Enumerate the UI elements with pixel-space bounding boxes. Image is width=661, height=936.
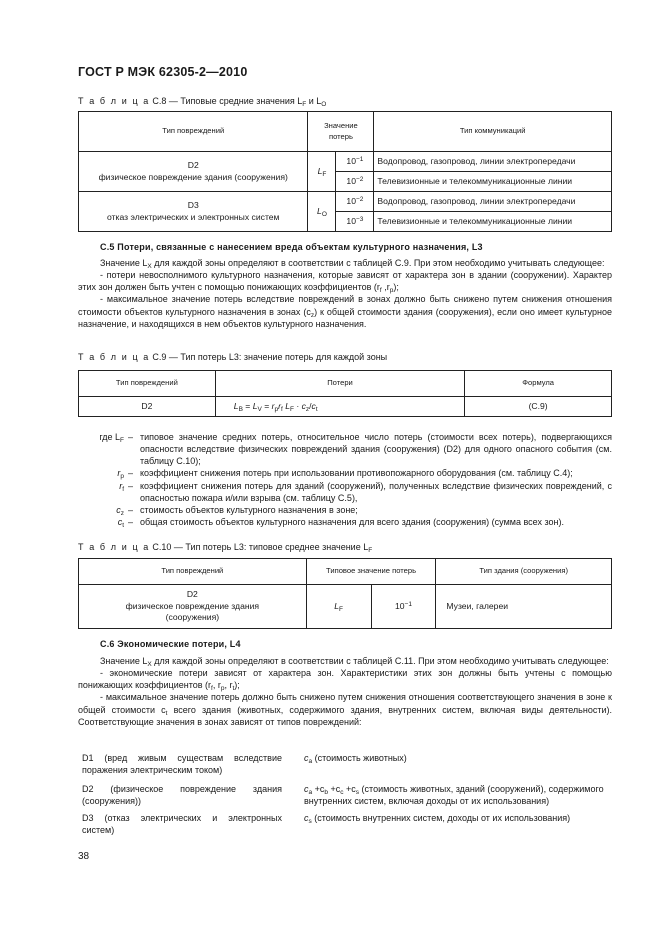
caption-sub: F: [302, 101, 307, 108]
sub: s: [308, 818, 312, 825]
header-typical-value: Типовое значение потерь: [306, 559, 436, 585]
table-row: [79, 192, 612, 212]
comm-cell: Водопровод, газопровод, линии электропередачи: [374, 192, 612, 212]
damage-text: отказ электрических и электронных систем: [107, 211, 280, 222]
text: - максимальное значение потерь вследствие повреждений в зонах должно быть снижено путем снижения отношения стоимости объектов культурного назначения в зонах (c: [78, 294, 612, 317]
header-building-type: Тип здания (сооружения): [436, 559, 612, 585]
sym: c: [117, 516, 123, 527]
def-text: коэффициент снижения потерь для зданий (сооружений), полученных вследствие физических повреждений, с опасностью пожара и/или взрыва (см. таблицу C.5),: [140, 480, 612, 503]
table-header-row: [79, 371, 612, 397]
formula: $L_B = L_V = r_pr_f$ $L_F \cdot c_z/c_t$: [233, 400, 318, 413]
sub: s: [355, 789, 360, 796]
document-header: ГОСТ Р МЭК 62305-2—2010: [78, 65, 248, 79]
formula-cell: [215, 397, 464, 417]
def-text: коэффициент снижения потерь при использовании противопожарного оборудования (см. таблицу C.4);: [140, 468, 573, 479]
text: +c: [343, 784, 356, 794]
def-dash: –: [128, 432, 134, 442]
table-c9-caption: [78, 351, 387, 363]
sub: c: [340, 789, 344, 796]
caption-text: C.10 — Тип потерь L3: типовое среднее значение L: [152, 542, 369, 552]
sub: t: [122, 521, 124, 529]
text: Значение L: [100, 656, 148, 666]
value-base: 10: [346, 175, 356, 186]
section-c5-body: [78, 257, 612, 330]
value-exp: −2: [355, 195, 364, 203]
value-exp: −2: [355, 175, 364, 183]
symbol-sub: O: [321, 210, 327, 218]
sym: c: [116, 504, 121, 515]
caption-and: и L: [306, 96, 322, 106]
comm-cell: Телевизионные и телекоммуникационные линии: [374, 212, 612, 232]
value-exp: −1: [355, 155, 364, 163]
def-symbol: [78, 516, 128, 528]
table-header-row: [79, 112, 612, 152]
symbol-cell: [308, 192, 336, 232]
caption-sub: O: [321, 101, 327, 108]
def-symbol: [78, 431, 128, 467]
def-dash: –: [128, 468, 134, 479]
text: Значение L: [100, 258, 148, 268]
damage-d3-label: D3 (отказ электрических и электронных систем): [82, 813, 282, 836]
definition-item: [78, 480, 612, 504]
text: );: [234, 680, 240, 691]
def-symbol: [78, 504, 128, 516]
header-loss-value: Значение потерь: [308, 112, 374, 152]
definition-item: [78, 504, 612, 516]
damage-code: D2: [186, 589, 198, 600]
comm-cell: Водопровод, газопровод, линии электропередачи: [374, 152, 612, 172]
damage-cell: [79, 585, 307, 629]
header-comm-type: Тип коммуникаций: [374, 112, 612, 152]
value-cell: [336, 192, 374, 212]
damage-d1-label: D1 (вред живым существам вследствие поражения электрическим током): [82, 753, 282, 776]
table-header-row: [79, 559, 612, 585]
text: +c: [328, 784, 341, 794]
sub: f: [211, 685, 213, 693]
section-c6-title: C.6 Экономические потери, L4: [100, 639, 241, 649]
definitions-list: [78, 431, 612, 528]
sub: p: [389, 287, 394, 295]
value-base: 10: [346, 155, 356, 166]
damage-d2-value: [304, 783, 612, 807]
paragraph: [78, 667, 612, 691]
sym: r: [117, 468, 121, 479]
symbol-sub: F: [339, 605, 343, 613]
caption-prefix: Т а б л и ц а: [78, 96, 150, 106]
sub: X: [147, 661, 152, 668]
sub: p: [220, 685, 225, 693]
caption-text: C.9 — Тип потерь L3: значение потерь для каждой зоны: [152, 352, 388, 362]
symbol-sub: F: [322, 170, 327, 178]
sub: z: [310, 311, 315, 319]
value-cell: [371, 585, 436, 629]
table-row: [79, 585, 612, 629]
damage-cell: [79, 192, 308, 232]
header-damage-type: Тип повреждений: [79, 112, 308, 152]
damage-code: D3: [187, 199, 199, 210]
value-cell: [336, 172, 374, 192]
text: - экономические потери зависят от характера зон. Характеристики этих зон должны быть учтены с помощью понижающих коэффициентов (r: [78, 668, 612, 691]
table-c8-caption: [78, 95, 326, 107]
section-c6-body: [78, 655, 612, 728]
damage-d3-value: [304, 812, 612, 824]
text: - максимальное значение потерь должно быть снижено путем снижения отношения соответствующего значения в зоне к общей стоимости c: [78, 692, 612, 715]
header-damage-type: Тип повреждений: [79, 371, 216, 397]
text: (стоимость внутренних систем, доходы от их использования): [311, 813, 571, 823]
sub: a: [308, 758, 313, 765]
definition-item: [78, 431, 612, 467]
table-row: [79, 152, 612, 172]
text: , r: [224, 680, 233, 691]
value-exp: −3: [355, 215, 364, 223]
comm-cell: Телевизионные и телекоммуникационные линии: [374, 172, 612, 192]
section-c5-title: C.5 Потери, связанные с нанесением вреда объектам культурного назначения, L3: [100, 242, 483, 252]
header-damage-type: Тип повреждений: [79, 559, 307, 585]
symbol-cell: [308, 152, 336, 192]
sub: f: [379, 287, 382, 295]
table-c10: [78, 558, 612, 629]
caption-sub: F: [368, 547, 373, 554]
value-exp: −1: [404, 600, 412, 608]
formula-ref-cell: (C.9): [465, 397, 612, 417]
table-row: [79, 397, 612, 417]
text: );: [393, 282, 399, 293]
damage-cell: D2: [79, 397, 216, 417]
paragraph: [78, 655, 612, 667]
sub: a: [308, 789, 313, 796]
sym: r: [119, 480, 123, 491]
value-base: 10: [394, 600, 405, 611]
sub: X: [147, 263, 152, 270]
paragraph: [78, 691, 612, 727]
paragraph: [78, 269, 612, 293]
text: , r: [212, 680, 221, 691]
text: всего здания (животных, содержимого здания, внутренних систем, включая виды деятельности). Соответствующие значения в зонах зависят от типов повреждений:: [78, 704, 612, 727]
caption-prefix: Т а б л и ц а: [78, 352, 150, 362]
symbol-cell: [306, 585, 371, 629]
table-c10-caption: [78, 541, 372, 553]
def-text: общая стоимость объектов культурного назначения для всего здания (сооружения) (сумма всех зон).: [140, 516, 564, 527]
page-number: 38: [78, 851, 90, 862]
def-dash: –: [128, 480, 134, 491]
def-text: типовое значение средних потерь, относительное число потерь (стоимости всех потерь), подвергающихся опасности вследствие физических повреждений здания (сооружения) (D2) для одного опасного события (см. таблицу C.10);: [140, 432, 612, 467]
sym: где L: [99, 432, 121, 442]
damage-code: D2: [187, 159, 199, 170]
table-c8: [78, 111, 612, 232]
damage-d2-label: D2 (физическое повреждение здания (сооружения)): [82, 784, 282, 807]
value-base: 10: [346, 195, 356, 206]
text: ,r: [381, 282, 390, 293]
building-cell: Музеи, галереи: [436, 585, 612, 629]
definition-item: [78, 467, 612, 479]
value-cell: [336, 212, 374, 232]
symbol: L: [317, 165, 323, 176]
table-c9: [78, 370, 612, 417]
value-base: 10: [346, 215, 356, 226]
paragraph: [78, 293, 612, 329]
sub: F: [120, 437, 124, 444]
sub: t: [165, 709, 168, 717]
sub: f: [122, 485, 124, 493]
caption-text: C.8 — Типовые средние значения L: [152, 96, 303, 106]
sub: p: [120, 473, 124, 481]
symbol: L: [334, 600, 340, 611]
sym: c: [304, 813, 309, 823]
text: +c: [312, 784, 325, 794]
header-formula: Формула: [465, 371, 612, 397]
value-cell: [336, 152, 374, 172]
damage-text: физическое повреждение здания (сооружения): [98, 171, 288, 182]
caption-prefix: Т а б л и ц а: [78, 542, 150, 552]
sub: b: [324, 789, 329, 796]
def-dash: –: [128, 516, 134, 527]
def-dash: –: [128, 504, 134, 515]
text: (стоимость животных, зданий (сооружений), содержимого внутренних систем, включая доходы от их использования): [304, 784, 604, 807]
text: - потери невосполнимого культурного назначения, которые зависят от характера зон в здании (сооружении). Характер этих зон должен быть учтен с помощью понижающих коэффициентов (r: [78, 270, 612, 293]
header-losses: Потери: [215, 371, 464, 397]
text: ) к общей стоимости здания (сооружения), если оно имеет культурное назначение, и находящихся в нем объектов культурного назначения.: [78, 306, 612, 329]
sym: c: [304, 784, 309, 794]
def-symbol: [78, 467, 128, 479]
text: (стоимость животных): [312, 753, 407, 763]
text: для каждой зоны определяют в соответствии с таблицей C.9. При этом необходимо учитывать следующее:: [151, 258, 605, 268]
damage-d1-value: [304, 752, 612, 764]
def-symbol: [78, 480, 128, 504]
damage-text: физическое повреждение здания (сооружения): [125, 600, 260, 623]
symbol: L: [317, 205, 322, 216]
def-text: стоимость объектов культурного назначения в зоне;: [140, 504, 358, 515]
sub: z: [120, 509, 124, 517]
sym: c: [304, 753, 309, 763]
paragraph: [78, 257, 612, 269]
damage-cell: [79, 152, 308, 192]
text: для каждой зоны определяют в соответствии с таблицей C.11. При этом необходимо учитывать следующее:: [151, 656, 609, 666]
definition-item: [78, 516, 612, 528]
sub: t: [232, 685, 235, 693]
